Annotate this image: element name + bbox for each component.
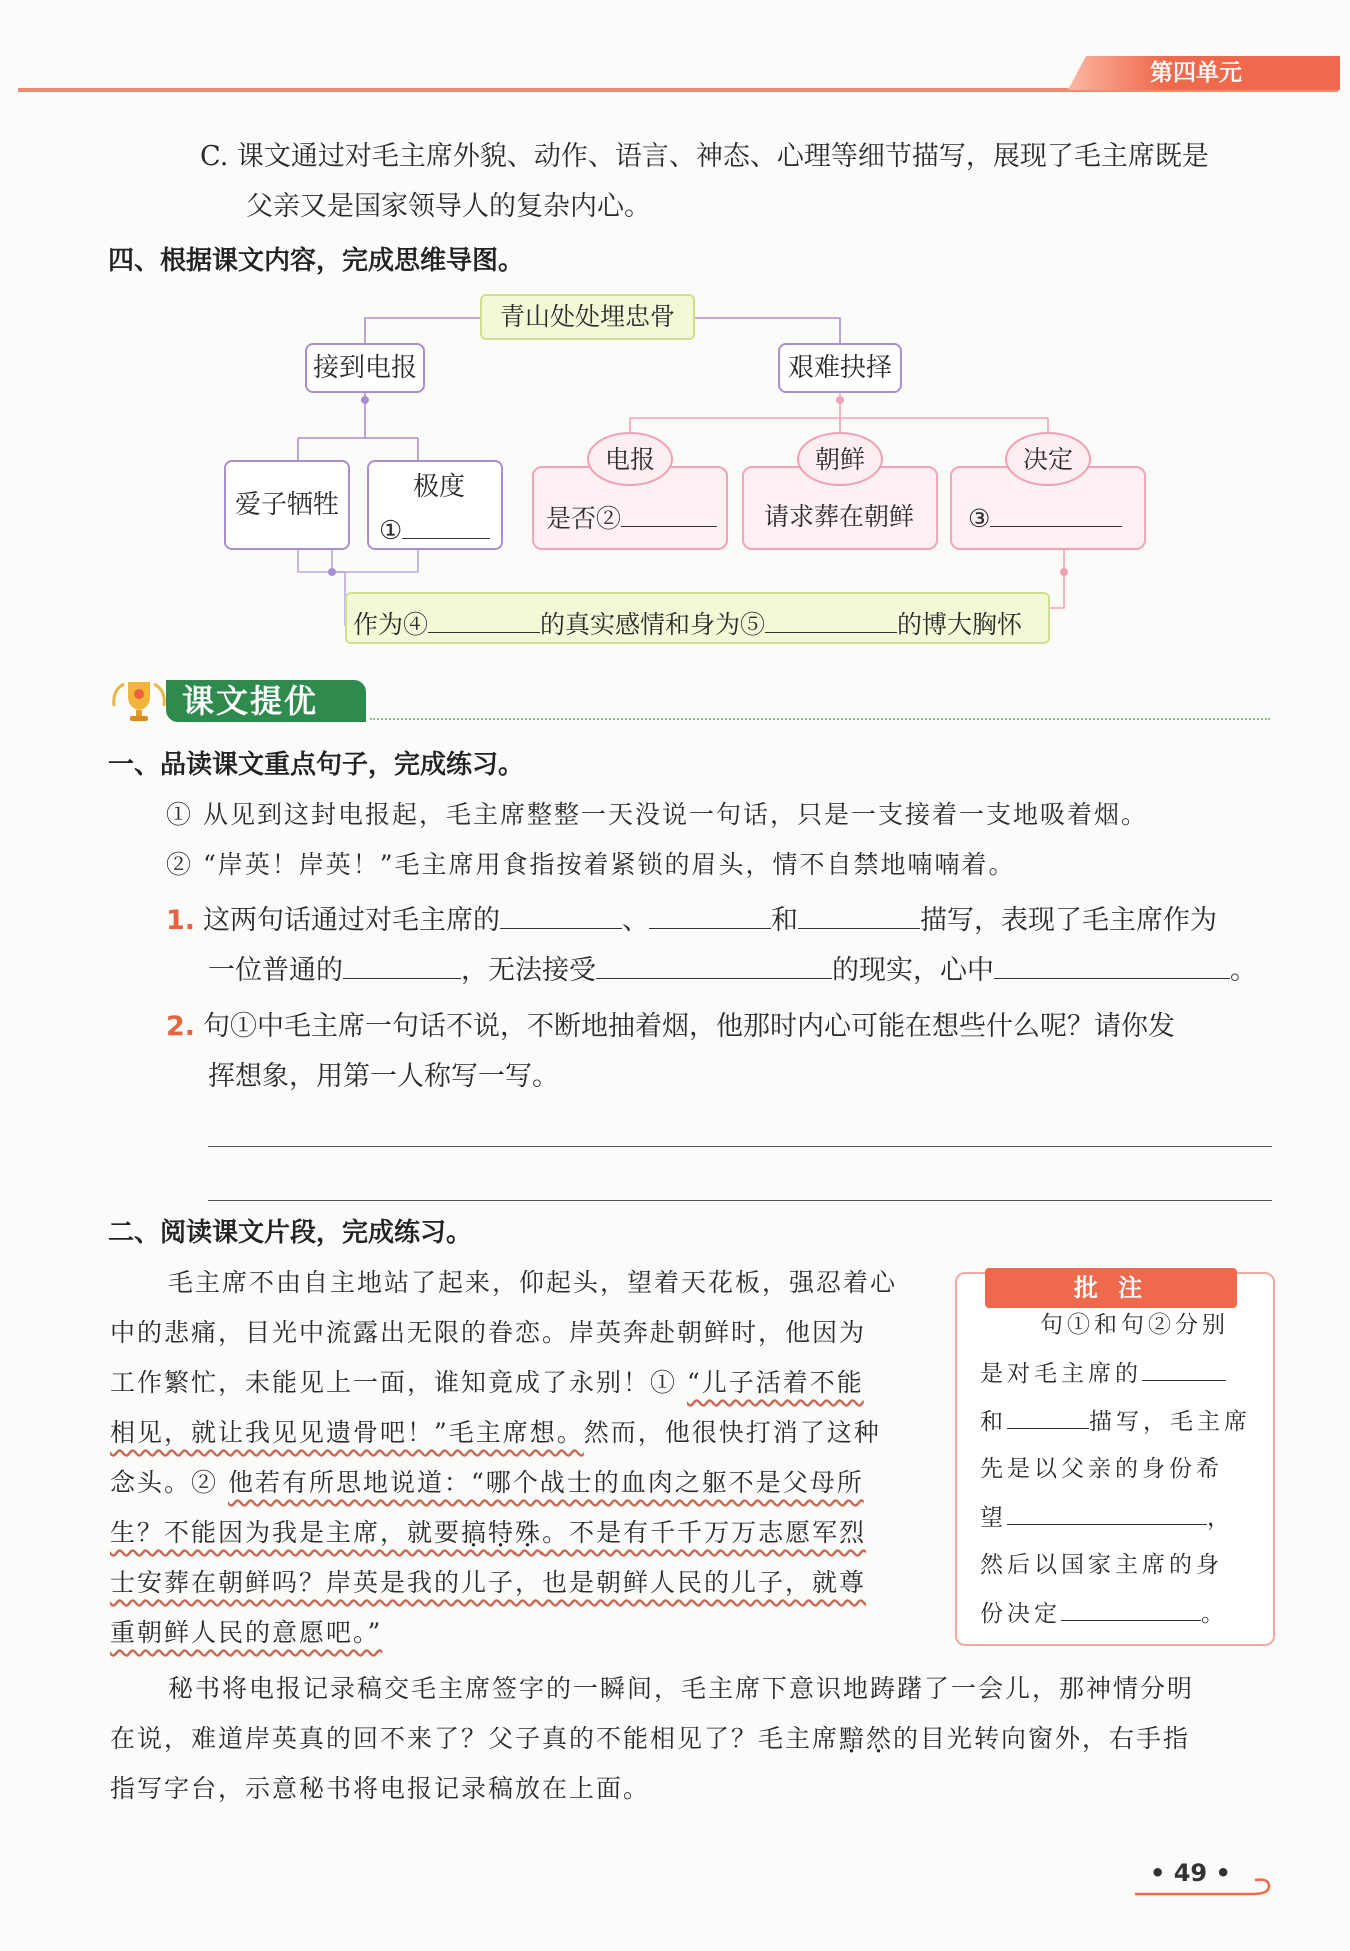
mindmap-root	[480, 294, 695, 340]
passage-p1-line2: 中的悲痛，目光中流露出无限的眷恋。岸英奔赴朝鲜时，他因为	[110, 1318, 867, 1347]
passage-p1-line1: 毛主席不由自主地站了起来，仰起头，望着天花板，强忍着心	[168, 1268, 898, 1297]
passage-p1-line3: 工作繁忙，未能见上一面，谁知竟成了永别！① “儿子活着不能	[110, 1368, 864, 1397]
annotation-line5: 望 ，	[980, 1494, 1234, 1541]
passage-p2-line2: 在说，难道岸英真的回不来了？父子真的不能相见了？毛主席黯然的目光转向窗外，右手指	[110, 1724, 1191, 1753]
question-1-line1: 1. 这两句话通过对毛主席的 、 和 描写，表现了毛主席作为	[166, 896, 1217, 946]
q1-blank-1[interactable]	[500, 898, 622, 929]
mindmap-left-branch	[305, 343, 425, 393]
part1-title: 一、品读课文重点句子，完成练习。	[108, 750, 525, 780]
annotation-line2: 是对毛主席的	[980, 1350, 1226, 1397]
annotation-line1: 句①和句②分别	[1040, 1312, 1229, 1338]
left-child2-label: 极度	[413, 472, 466, 502]
section4-title: 四、根据课文内容，完成思维导图。	[108, 246, 525, 276]
mindmap-root-label: 青山处处埋忠骨	[499, 302, 675, 331]
annotation-blank-2[interactable]	[1007, 1398, 1089, 1429]
passage-p1-line4: 相见，就让我见见遗骨吧！”毛主席想。然而，他很快打消了这种	[110, 1418, 881, 1447]
mindmap-bottom-text: 作为④ 的真实感情和身为⑤ 的博大胸怀	[353, 602, 1022, 642]
option-c-line2: 父亲又是国家领导人的复杂内心。	[246, 191, 651, 222]
option-c-line1: C. 课文通过对毛主席外貌、动作、语言、神态、心理等细节描写，展现了毛主席既是	[200, 141, 1209, 172]
q1-blank-5[interactable]	[596, 948, 832, 979]
q2-number: 2.	[166, 1011, 196, 1042]
annotation-blank-3[interactable]	[1007, 1494, 1207, 1525]
passage-p1-line6: 生？不能因为我是主席，就要搞特殊。不是有千千万万志愿军烈	[110, 1518, 867, 1547]
annotation-line4: 先是以父亲的身份希	[980, 1456, 1223, 1482]
passage-p1-line8: 重朝鲜人民的意愿吧。”	[110, 1618, 383, 1647]
sentence-2: ② “岸英！岸英！”毛主席用食指按着紧锁的眉头，情不自禁地喃喃着。	[166, 850, 1016, 879]
banner-title: 课文提优	[182, 682, 319, 720]
mindmap-left-child2	[367, 460, 503, 550]
mindmap-left-child1	[224, 460, 350, 550]
left-branch-label: 接到电报	[312, 353, 417, 383]
banner-dotted-rule	[370, 718, 1270, 720]
passage-p1-line7: 士安葬在朝鲜吗？岸英是我的儿子，也是朝鲜人民的儿子，就尊	[110, 1568, 867, 1597]
unit-label: 第四单元	[1150, 60, 1242, 86]
annotation-line7: 份决定 。	[980, 1590, 1228, 1637]
page-number: • 49 •	[1150, 1859, 1231, 1887]
question-2-line2: 挥想象，用第一人称写一写。	[208, 1061, 559, 1092]
answer-line-2[interactable]	[208, 1200, 1272, 1201]
mindmap-circle-decision: 决定	[1005, 432, 1091, 486]
q1-blank-4[interactable]	[343, 948, 461, 979]
banner-trophy-icon	[110, 676, 168, 724]
annotation-title: 批 注	[1073, 1274, 1149, 1302]
q1-blank-3[interactable]	[798, 898, 920, 929]
sentence-1: ① 从见到这封电报起，毛主席整整一天没说一句话，只是一支接着一支地吸着烟。	[166, 800, 1148, 829]
page-number-swoosh	[1135, 1872, 1275, 1898]
mindmap-circle-korea: 朝鲜	[797, 432, 883, 486]
q1-blank-6[interactable]	[994, 948, 1230, 979]
right-item1-text: 是否②	[546, 496, 717, 536]
passage-p2-line1: 秘书将电报记录稿交毛主席签字的一瞬间，毛主席下意识地踌躇了一会儿，那神情分明	[168, 1674, 1195, 1703]
annotation-line3: 和 描写，毛主席	[980, 1398, 1251, 1445]
mindmap-bottom	[345, 592, 1050, 644]
question-1-line2: 一位普通的 ，无法接受 的现实，心中 。	[208, 946, 1257, 996]
annotation-line6: 然后以国家主席的身	[980, 1552, 1223, 1578]
answer-line-1[interactable]	[208, 1146, 1272, 1147]
left-child2-blank: ①	[379, 508, 490, 548]
right-branch-label: 艰难抉择	[787, 353, 892, 383]
annotation-blank-4[interactable]	[1061, 1590, 1201, 1621]
mindmap-right-branch	[778, 343, 902, 393]
q1-blank-2[interactable]	[649, 898, 771, 929]
part2-title: 二、阅读课文片段，完成练习。	[108, 1218, 473, 1248]
passage-p2-line3: 指写字台，示意秘书将电报记录稿放在上面。	[110, 1774, 651, 1803]
question-2-line1: 2. 句①中毛主席一句话不说，不断地抽着烟，他那时内心可能在想些什么呢？请你发	[166, 1011, 1176, 1042]
passage-p1-line5: 念头。② 他若有所思地说道：“哪个战士的血肉之躯不是父母所	[110, 1468, 864, 1497]
left-child1-label: 爱子牺牲	[234, 490, 339, 520]
right-item3-text: ③	[968, 496, 1122, 536]
q1-number: 1.	[166, 905, 196, 936]
mindmap-circle-telegram: 电报	[587, 432, 673, 486]
right-item2-text: 请求葬在朝鲜	[764, 502, 915, 531]
annotation-blank-1[interactable]	[1142, 1350, 1226, 1381]
